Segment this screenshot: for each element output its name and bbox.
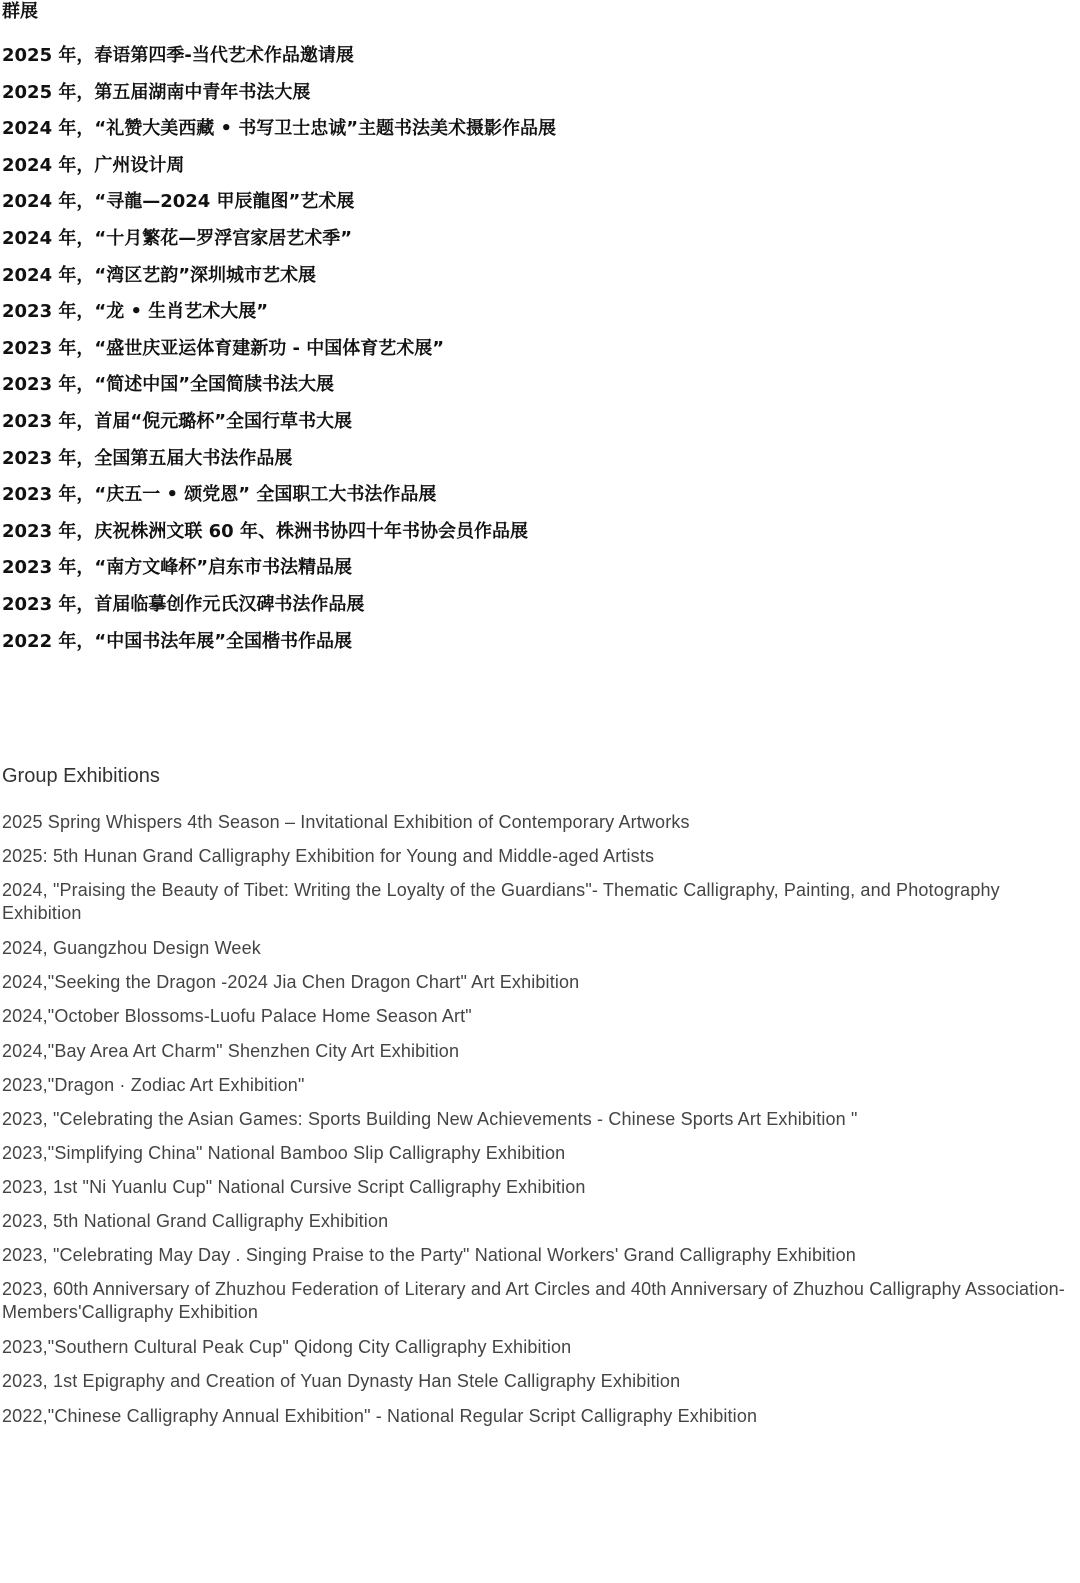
chinese-exhibition-item: 2022 年，“中国书法年展”全国楷书作品展: [2, 630, 353, 652]
chinese-exhibition-item: 2023 年，全国第五届大书法作品展: [2, 447, 293, 469]
english-section-title: Group Exhibitions: [2, 765, 160, 787]
chinese-section-title: 群展: [2, 1, 38, 22]
english-exhibition-item: 2023, "Celebrating May Day . Singing Praise to the Party" National Workers' Grand Calligraphy Exhibition: [2, 1245, 856, 1266]
english-exhibition-list: [2, 811, 1072, 1427]
chinese-exhibition-list: [2, 38, 1062, 660]
chinese-exhibition-item: 2024 年，广州设计周: [2, 154, 185, 176]
chinese-exhibition-item: 2023 年，“龙 • 生肖艺术大展”: [2, 301, 269, 323]
english-exhibition-item: 2023,"Dragon · Zodiac Art Exhibition": [2, 1074, 305, 1095]
chinese-exhibition-item: 2023 年，首届“倪元璐杯”全国行草书大展: [2, 410, 353, 432]
english-exhibition-item: 2023,"Simplifying China" National Bamboo Slip Calligraphy Exhibition: [2, 1142, 566, 1163]
english-exhibition-item: 2023,"Southern Cultural Peak Cup" Qidong City Calligraphy Exhibition: [2, 1337, 572, 1358]
chinese-exhibition-item: 2024 年，“十月繁花—罗浮宫家居艺术季”: [2, 227, 353, 249]
english-exhibition-item: 2023, 1st "Ni Yuanlu Cup" National Cursive Script Calligraphy Exhibition: [2, 1176, 586, 1197]
english-exhibition-item: 2024, Guangzhou Design Week: [2, 938, 261, 959]
chinese-exhibition-item: 2023 年，庆祝株洲文联 60 年、株洲书协四十年书协会员作品展: [2, 520, 528, 542]
chinese-exhibition-item: 2024 年，“礼赞大美西藏 • 书写卫士忠诚”主题书法美术摄影作品展: [2, 118, 557, 140]
chinese-exhibition-item: 2023 年，“盛世庆亚运体育建新功 - 中国体育艺术展”: [2, 337, 445, 359]
chinese-exhibition-item: 2023 年，“简述中国”全国简牍书法大展: [2, 374, 335, 396]
chinese-exhibition-item: 2024 年，“湾区艺韵”深圳城市艺术展: [2, 264, 317, 286]
english-exhibition-item: 2023, 5th National Grand Calligraphy Exhibition: [2, 1211, 389, 1232]
english-exhibition-item: 2024,"Bay Area Art Charm" Shenzhen City Art Exhibition: [2, 1040, 460, 1061]
english-exhibition-item: 2023, 1st Epigraphy and Creation of Yuan Dynasty Han Stele Calligraphy Exhibition: [2, 1371, 681, 1392]
chinese-exhibition-item: 2023 年，“庆五一 • 颂党恩” 全国职工大书法作品展: [2, 484, 437, 506]
chinese-exhibition-item: 2023 年，“南方文峰杯”启东市书法精品展: [2, 557, 353, 579]
english-exhibition-item: 2024,"October Blossoms-Luofu Palace Home Season Art": [2, 1006, 472, 1027]
english-exhibition-item: 2022,"Chinese Calligraphy Annual Exhibition" - National Regular Script Calligraphy Exhibition: [2, 1405, 758, 1426]
english-exhibition-item: 2025 Spring Whispers 4th Season – Invitational Exhibition of Contemporary Artworks: [2, 812, 690, 832]
english-exhibition-item: 2024,"Seeking the Dragon -2024 Jia Chen Dragon Chart" Art Exhibition: [2, 972, 580, 993]
english-exhibition-item: 2023, "Celebrating the Asian Games: Sports Building New Achievements - Chinese Sports Art Exhibition ": [2, 1108, 858, 1129]
chinese-exhibition-item: 2025 年，第五届湖南中青年书法大展: [2, 81, 311, 103]
chinese-exhibition-item: 2024 年，“寻龍—2024 甲辰龍图”艺术展: [2, 191, 355, 213]
chinese-group-exhibitions-section: [2, 0, 1062, 660]
english-exhibition-item: 2025: 5th Hunan Grand Calligraphy Exhibition for Young and Middle-aged Artists: [2, 846, 655, 867]
chinese-exhibition-item: 2025 年，春语第四季-当代艺术作品邀请展: [2, 45, 354, 66]
english-exhibition-item: 2023, 60th Anniversary of Zhuzhou Federation of Literary and Art Circles and 40th Anniversary of Zhuzhou Calligraphy Association-Members'Calligraphy Exhibition: [2, 1279, 1065, 1323]
english-exhibition-item: 2024, "Praising the Beauty of Tibet: Writing the Loyalty of the Guardians"- Thematic Calligraphy, Painting, and Photography Exhibition: [2, 880, 1000, 924]
english-group-exhibitions-section: [2, 761, 1072, 1439]
chinese-exhibition-item: 2023 年，首届临摹创作元氏汉碑书法作品展: [2, 593, 365, 615]
